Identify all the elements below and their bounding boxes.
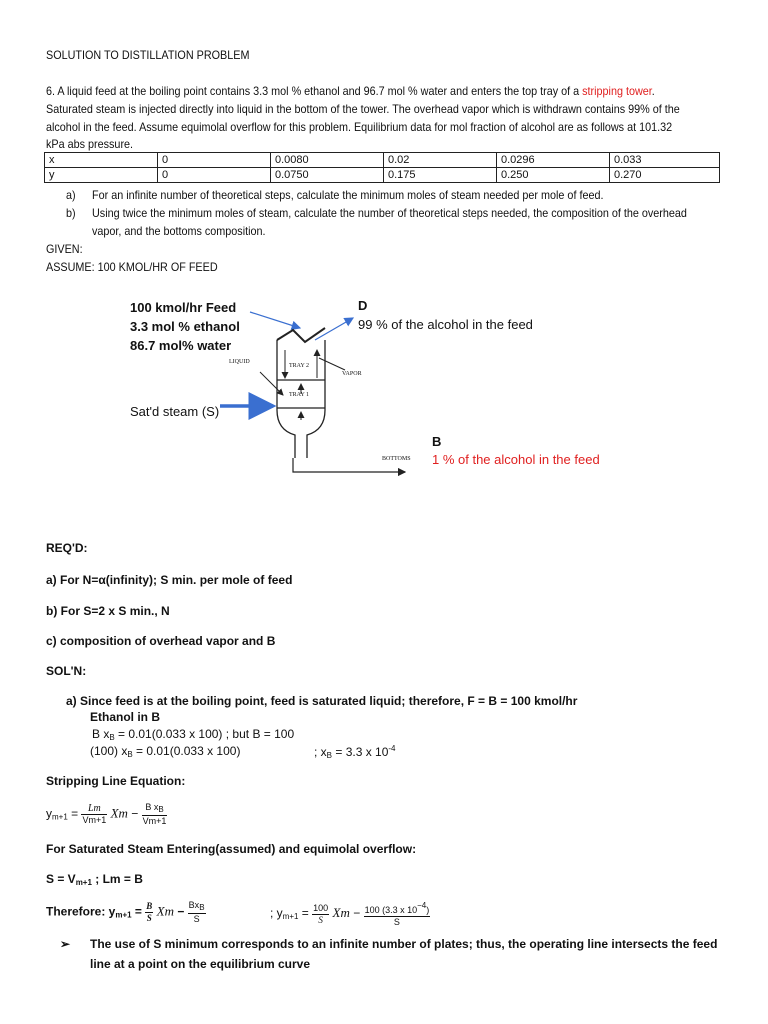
eq-part [364, 900, 431, 917]
column-shell [277, 340, 325, 458]
table-cell: 0 [158, 168, 271, 183]
fraction [364, 900, 431, 928]
tray-1-label: TRAY 1 [289, 392, 310, 398]
fraction [142, 802, 168, 827]
bullet-arrow-icon: ➢ [60, 937, 71, 951]
vapor-label: VAPOR [342, 371, 362, 377]
question-b-marker: b) [66, 206, 76, 220]
note-line-2: line at a point on the equilibrium curve [90, 957, 311, 971]
eq-sup: -4 [388, 744, 396, 753]
soln-a-line-2: Ethanol in B [90, 710, 160, 724]
liquid-label: LIQUID [229, 359, 250, 365]
table-cell: 0.270 [610, 168, 720, 183]
table-cell: 0.0080 [271, 153, 384, 168]
eq-part: − [127, 806, 142, 821]
eq-part: B [146, 901, 153, 911]
page-title: SOLUTION TO DISTILLATION PROBLEM [46, 48, 250, 62]
steam-heading: For Saturated Steam Entering(assumed) and equimolal overflow: [46, 842, 417, 856]
problem-line-3: alcohol in the feed. Assume equimolal overflow for this problem. Equilibrium data for mol fraction of alcohol are as follows at 101.32 [46, 120, 673, 134]
given-label: GIVEN: [46, 242, 83, 256]
problem-line-4: kPa abs pressure. [46, 137, 134, 151]
reqd-c: c) composition of overhead vapor and B [46, 634, 276, 648]
eq-part: Xm [110, 805, 128, 821]
feed-ethanol: 3.3 mol % ethanol [130, 319, 240, 334]
vapor-pointer [319, 358, 345, 370]
liquid-pointer [260, 372, 283, 395]
fraction [145, 901, 153, 924]
problem-line-1-text: 6. A liquid feed at the boiling point contains 3.3 mol % ethanol and 96.7 mol % water and enters the top tray of a [46, 84, 583, 98]
tray-2-label: TRAY 2 [289, 363, 310, 369]
eq-part: S [393, 917, 400, 927]
eq-part: Lm [81, 803, 107, 815]
question-b-line-2: vapor, and the bottoms composition. [92, 224, 266, 238]
eq-part [188, 900, 206, 914]
question-a-text: For an infinite number of theoretical steps, calculate the minimum moles of steam needed per mole of feed. [92, 188, 604, 202]
problem-line-1 [46, 82, 655, 100]
fraction [81, 803, 107, 826]
question-b-line-1: Using twice the minimum moles of steam, calculate the number of theoretical steps needed, the composition of the overhead [92, 206, 687, 220]
soln-a-line-4 [90, 744, 240, 759]
reqd-a: a) For N=α(infinity); S min. per mole of feed [46, 573, 293, 587]
bottoms-b-label: B [432, 434, 442, 449]
eq-sub: m+1 [115, 910, 132, 920]
eq-sub: m+1 [282, 912, 299, 922]
table-row-y [45, 168, 720, 183]
eq-part: − [349, 906, 364, 921]
eq-part: (100) x [90, 744, 128, 758]
assume-label: ASSUME: 100 KMOL/HR OF FEED [46, 260, 218, 274]
therefore-equation-numeric [270, 900, 430, 928]
eq-part: = 0.01(0.033 x 100) [132, 744, 241, 758]
table-cell: y [45, 168, 158, 183]
eq-part: Vm+1 [82, 815, 107, 825]
eq-part: S [318, 914, 323, 925]
eq-part: = 0.01(0.033 x 100) ; but B = 100 [114, 727, 295, 741]
eq-part: Xm [332, 905, 350, 921]
table-cell: 0.0296 [497, 153, 610, 168]
problem-line-2: Saturated steam is injected directly into liquid in the bottom of the tower. The overhead vapor which is withdrawn contains 99% of the [46, 102, 680, 116]
eq-part: = [131, 904, 146, 919]
distillate-label: D [358, 298, 368, 313]
eq-part [142, 802, 168, 816]
eq-part: − [173, 904, 188, 919]
feed-arrow [250, 312, 300, 328]
distillate-desc: 99 % of the alcohol in the feed [358, 317, 533, 332]
fraction [188, 900, 206, 925]
feed-water: 86.7 mol% water [130, 338, 232, 353]
eq-part: = 3.3 x 10 [332, 745, 389, 759]
eq-part: S [146, 913, 152, 923]
steam-label: Sat'd steam (S) [130, 404, 220, 419]
soln-a-line-1: a) Since feed is at the boiling point, feed is saturated liquid; therefore, F = B = 100 kmol/hr [66, 694, 578, 708]
eq-part: Vm+1 [142, 816, 167, 826]
bottoms-desc: 1 % of the alcohol in the feed [432, 452, 600, 467]
eq-sup: −4 [417, 901, 427, 910]
problem-line-1-end: . [651, 84, 655, 98]
table-cell: 0 [158, 153, 271, 168]
table-cell: x [45, 153, 158, 168]
eq-part: ; x [314, 745, 327, 759]
table-row-x [45, 153, 720, 168]
eq-part: = [67, 806, 82, 821]
fraction [312, 903, 329, 926]
bottoms-tag: BOTTOMS [382, 456, 411, 462]
feed-rate: 100 kmol/hr Feed [130, 300, 237, 315]
eq-part: Bx [188, 900, 200, 910]
eq-part: ; Lm = B [91, 872, 143, 886]
eq-sub: m+1 [52, 812, 68, 822]
eq-part: ; y [270, 906, 283, 921]
eq-part: 100 (3.3 x 10 [364, 905, 418, 915]
note-line-1: The use of S minimum corresponds to an infinite number of plates; thus, the operating line intersects the feed [90, 937, 718, 951]
table-cell: 0.250 [497, 168, 610, 183]
therefore-equation [46, 900, 206, 925]
eq-sub: m+1 [75, 878, 92, 887]
eq-part: Xm [156, 903, 174, 919]
stripping-heading: Stripping Line Equation: [46, 774, 186, 788]
eq-part: 100 [313, 902, 329, 913]
eq-part: ) [426, 905, 430, 915]
question-a-marker: a) [66, 188, 76, 202]
eq-part: S = V [46, 872, 76, 886]
table-cell: 0.0750 [271, 168, 384, 183]
reqd-heading: REQ'D: [46, 541, 88, 555]
eq-sub: B [199, 903, 205, 912]
table-cell: 0.175 [384, 168, 497, 183]
eq-sub: B [158, 805, 164, 814]
eq-sub: B [326, 751, 333, 760]
stripping-tower-highlight: stripping tower [582, 84, 652, 98]
equilibrium-table [44, 152, 720, 183]
soln-a-line-3 [92, 727, 294, 742]
eq-part: B x [145, 802, 159, 812]
eq-part: Therefore: y [46, 904, 116, 919]
stripping-equation [46, 802, 167, 827]
eq-part: B x [92, 727, 110, 741]
eq-part: S [193, 914, 200, 924]
soln-heading: SOL'N: [46, 664, 87, 678]
column-top [277, 328, 325, 342]
overhead-arrow [315, 318, 353, 340]
table-cell: 0.02 [384, 153, 497, 168]
steam-relation [46, 872, 143, 887]
eq-sub: B [109, 733, 115, 742]
eq-sub: B [127, 750, 133, 759]
reqd-b: b) For S=2 x S min., N [46, 604, 170, 618]
eq-part: = [298, 906, 313, 921]
xb-result [314, 744, 396, 760]
eq-part: y [46, 806, 52, 821]
table-cell: 0.033 [610, 153, 720, 168]
